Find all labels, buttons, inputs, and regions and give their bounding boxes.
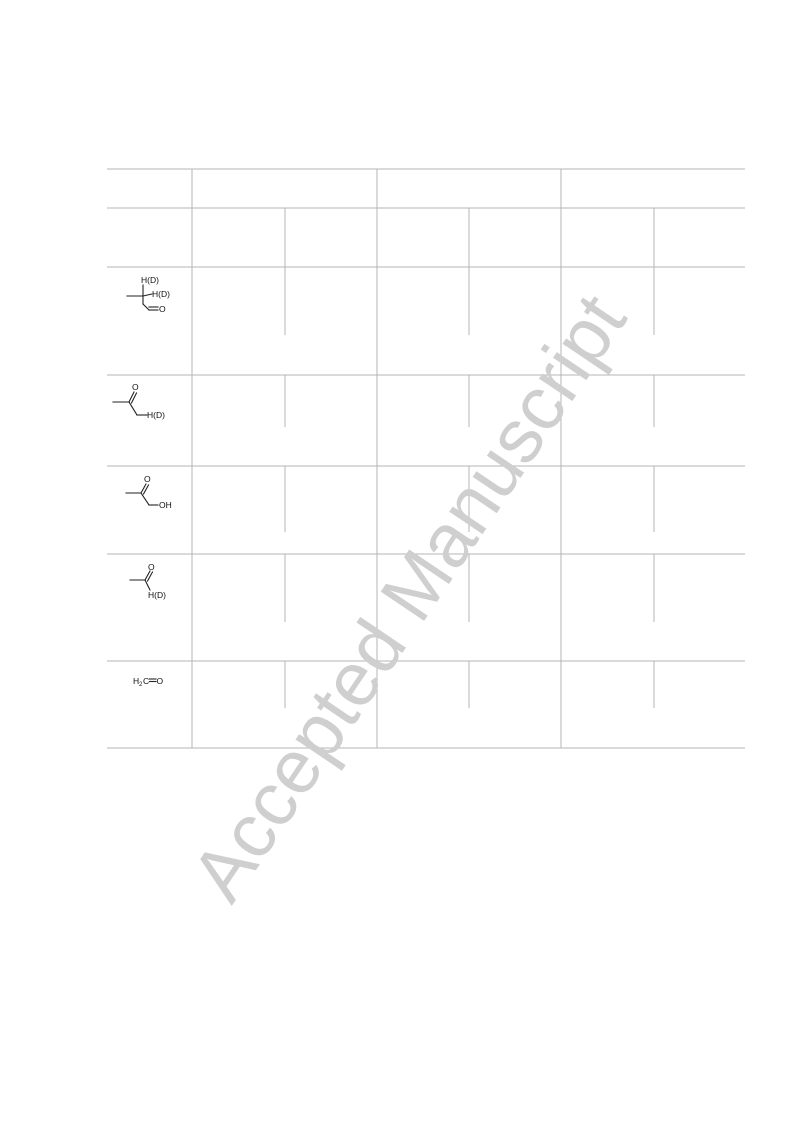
formula-o: O	[156, 676, 164, 686]
formula-c: C	[143, 676, 150, 686]
formula-h: H	[133, 676, 140, 686]
oxygen-label: O	[148, 562, 155, 572]
acetaldehyde-structure-icon	[130, 562, 166, 600]
h-d-label-side: H(D)	[152, 289, 170, 299]
formula-subscript: 2	[139, 682, 143, 688]
oxygen-label: O	[132, 382, 139, 392]
hydroxyacetone-structure-icon	[126, 474, 172, 510]
acetone-structure-icon	[113, 382, 165, 420]
accepted-manuscript-watermark: Accepted Manuscript	[175, 279, 643, 916]
formaldehyde-structure-icon	[133, 676, 164, 688]
oxygen-label: O	[159, 304, 166, 314]
hydroxyl-label: OH	[159, 500, 172, 510]
h-d-label: H(D)	[147, 410, 165, 420]
table-grid	[107, 169, 745, 748]
h-d-label: H(D)	[148, 590, 166, 600]
oxygen-label: O	[144, 474, 151, 484]
h-d-label-top: H(D)	[141, 275, 159, 285]
isobutyraldehyde-structure-icon	[127, 275, 170, 314]
